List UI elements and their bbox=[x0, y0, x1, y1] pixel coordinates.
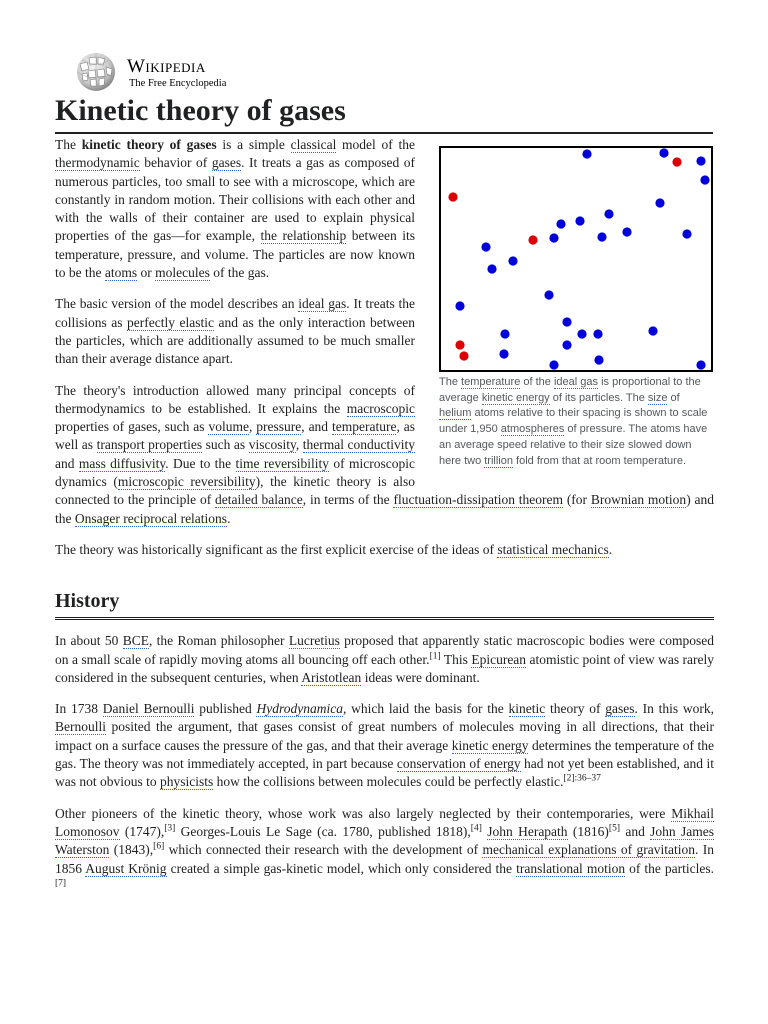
text: proposed that apparently static macroscopic bodies were composed on a small scale of rapidly moving atoms all bouncing off each other. bbox=[55, 633, 714, 667]
text: ideas were dominant. bbox=[361, 669, 480, 685]
link-pressure[interactable]: pressure bbox=[256, 419, 302, 435]
link-kinetic-energy[interactable]: kinetic energy bbox=[481, 391, 550, 404]
figure-caption bbox=[439, 375, 714, 469]
helium-atom bbox=[582, 149, 591, 158]
link-physicists[interactable]: physicists bbox=[160, 774, 214, 790]
infobox-figure bbox=[439, 146, 714, 469]
text: of microscopic dynamics ( bbox=[55, 455, 415, 490]
link-ideal-gas[interactable]: ideal gas bbox=[298, 296, 347, 312]
text: and bbox=[55, 455, 79, 471]
text: , bbox=[295, 437, 303, 453]
text: behavior of bbox=[139, 155, 212, 171]
text: . bbox=[608, 541, 613, 557]
link-kinetic-energy[interactable]: kinetic energy bbox=[451, 737, 529, 753]
text: The bbox=[55, 137, 82, 152]
text: . It treats the collisions as bbox=[55, 296, 416, 330]
gas-particles-animation[interactable] bbox=[439, 146, 713, 372]
text: In about 50 bbox=[55, 633, 123, 649]
text: In 1738 bbox=[55, 701, 103, 717]
helium-atom bbox=[682, 229, 691, 238]
helium-atom bbox=[700, 175, 709, 184]
link-mechanical-explanations-of-gravitation[interactable]: mechanical explanations of gravitation bbox=[482, 842, 696, 858]
helium-atom bbox=[655, 198, 664, 207]
helium-atom bbox=[622, 227, 631, 236]
text: . In 1856 bbox=[55, 842, 715, 876]
link-onsager-reciprocal-relations[interactable]: Onsager reciprocal relations bbox=[74, 510, 228, 526]
link-brownian-motion[interactable]: Brownian motion bbox=[590, 492, 687, 508]
helium-atom bbox=[593, 329, 602, 338]
article-body bbox=[55, 136, 714, 909]
text: theory of bbox=[545, 701, 606, 717]
text: had not yet been established, and it was not obvious to bbox=[55, 756, 714, 790]
link-hydrodynamica[interactable]: Hydrodynamica bbox=[256, 701, 343, 717]
text: which connected their research with the development of bbox=[164, 842, 483, 858]
link-atmospheres[interactable]: atmospheres bbox=[500, 423, 565, 436]
link-transport-properties[interactable]: transport properties bbox=[96, 437, 203, 453]
text: . Due to the bbox=[165, 455, 236, 471]
helium-atom bbox=[575, 216, 584, 225]
text: created a simple gas-kinetic model, which only considered the bbox=[166, 860, 517, 876]
text: model of the bbox=[336, 137, 416, 152]
citation-ref[interactable]: [3] bbox=[164, 823, 176, 834]
helium-atom bbox=[659, 148, 668, 157]
intro-paragraph-4 bbox=[55, 541, 714, 559]
link-volume[interactable]: volume bbox=[208, 419, 249, 435]
caption-text: of the bbox=[520, 376, 554, 388]
link-epicurean[interactable]: Epicurean bbox=[471, 651, 527, 667]
text: posited the argument, that gases consist of great numbers of molecules moving in all directions, that their impact on a surface causes the pressure of the gas, and that their average bbox=[55, 719, 714, 753]
caption-text: of bbox=[667, 391, 680, 404]
text: . It treats a gas as composed of numerous particles, too small to see with a microscope, which are constantly in random motion. Their collisions with each other and with the walls of their container are used to explain physical properties of the gas—for example, bbox=[55, 155, 415, 244]
helium-atom bbox=[499, 349, 508, 358]
text: ), the kinetic theory is also connected to the principle of bbox=[55, 474, 415, 508]
page-title: Kinetic theory of gases bbox=[55, 92, 713, 134]
text: atomistic point of view was rarely considered in the subsequent centuries, when bbox=[55, 651, 715, 685]
helium-atom bbox=[562, 317, 571, 326]
link-aristotlean[interactable]: Aristotlean bbox=[301, 669, 362, 685]
link-macroscopic[interactable]: macroscopic bbox=[346, 400, 415, 416]
helium-atom bbox=[696, 360, 705, 369]
helium-atom bbox=[549, 233, 558, 242]
citation-ref[interactable]: [6] bbox=[153, 841, 165, 852]
text: , in terms of the bbox=[302, 492, 394, 508]
text: ) and the bbox=[55, 492, 714, 526]
helium-atom bbox=[487, 264, 496, 273]
link-gases[interactable]: gases bbox=[605, 701, 635, 717]
text: . In this work, bbox=[634, 701, 715, 717]
text: (1747), bbox=[119, 823, 165, 839]
text: and bbox=[619, 823, 651, 839]
link-fluctuation-dissipation-theorem[interactable]: fluctuation-dissipation theorem bbox=[393, 492, 563, 508]
caption-text: of its particles. The bbox=[549, 391, 648, 404]
helium-atom bbox=[481, 242, 490, 251]
link-time-reversibility[interactable]: time reversibility bbox=[235, 455, 330, 471]
link-kinetic[interactable]: kinetic bbox=[508, 701, 546, 717]
helium-atom bbox=[549, 360, 558, 369]
highlighted-atom bbox=[455, 340, 464, 349]
text: , and bbox=[301, 419, 332, 435]
helium-atom bbox=[648, 326, 657, 335]
text: This bbox=[440, 651, 472, 667]
citation-ref[interactable]: [2]:36–37 bbox=[563, 773, 601, 784]
helium-atom bbox=[455, 301, 464, 310]
link-john-herapath[interactable]: John Herapath bbox=[487, 823, 568, 839]
text: of the gas. bbox=[209, 265, 270, 281]
link-detailed-balance[interactable]: detailed balance bbox=[215, 492, 303, 508]
link-lucretius[interactable]: Lucretius bbox=[288, 633, 340, 649]
helium-atom bbox=[604, 209, 613, 218]
wikipedia-logo[interactable] bbox=[72, 52, 272, 92]
link-perfectly-elastic[interactable]: perfectly elastic bbox=[127, 314, 214, 330]
helium-atom bbox=[508, 256, 517, 265]
link-helium[interactable]: helium bbox=[439, 407, 472, 420]
link-john-james-waterston[interactable]: John James Waterston bbox=[55, 823, 715, 858]
text: (1843), bbox=[109, 842, 154, 858]
link-august-kronig[interactable]: August Krönig bbox=[85, 860, 167, 876]
text: , bbox=[248, 419, 257, 435]
caption-text: fold from that at room temperature. bbox=[512, 454, 687, 467]
citation-ref[interactable]: [1] bbox=[429, 651, 441, 662]
citation-ref[interactable]: [5] bbox=[608, 823, 620, 834]
caption-text: The bbox=[439, 376, 462, 388]
highlighted-atom bbox=[448, 192, 457, 201]
link-bernoulli[interactable]: Bernoulli bbox=[55, 719, 106, 735]
text: (for bbox=[563, 492, 591, 508]
history-paragraph-2 bbox=[55, 700, 714, 791]
caption-text: atoms relative to their spacing is shown to scale under 1,950 bbox=[439, 407, 708, 436]
helium-atom bbox=[500, 329, 509, 338]
history-paragraph-3 bbox=[55, 805, 714, 896]
link-microscopic-reversibility[interactable]: microscopic reversibility bbox=[117, 474, 256, 490]
text: such as bbox=[202, 437, 249, 453]
helium-atom bbox=[696, 156, 705, 165]
text: or bbox=[137, 265, 156, 281]
caption-text: is proportional to the average bbox=[439, 376, 701, 404]
helium-atom bbox=[556, 219, 565, 228]
text: determines the temperature of the gas. The theory was not immediately accepted, in part because bbox=[55, 737, 714, 772]
text: and as the only interaction between the particles, which are additionally assumed to be much smaller than their average distance apart. bbox=[55, 314, 416, 367]
text: is a simple bbox=[216, 137, 291, 152]
link-viscosity[interactable]: viscosity bbox=[248, 437, 296, 453]
text: . bbox=[227, 510, 231, 526]
link-conservation-of-energy[interactable]: conservation of energy bbox=[396, 756, 521, 772]
text: properties of gases, such as bbox=[55, 419, 209, 435]
text: , as well as bbox=[55, 419, 415, 453]
text: published bbox=[194, 701, 257, 717]
link-temperature[interactable]: temperature bbox=[461, 376, 521, 388]
helium-atom bbox=[594, 355, 603, 364]
link-trillion[interactable]: trillion bbox=[484, 454, 513, 467]
text: , the Roman philosopher bbox=[148, 633, 289, 649]
text: The theory was historically significant as the first explicit exercise of the ideas of bbox=[55, 541, 498, 557]
text: of the particles. bbox=[625, 860, 715, 876]
highlighted-atom bbox=[459, 351, 468, 360]
text: (1816) bbox=[567, 823, 609, 839]
helium-atom bbox=[577, 329, 586, 338]
history-paragraph-1 bbox=[55, 632, 714, 687]
text: between its temperature, pressure, and volume. The particles are now known to be the bbox=[55, 228, 416, 281]
text: The basic version of the model describes an bbox=[55, 296, 299, 312]
wikipedia-globe-icon bbox=[72, 52, 122, 92]
link-translational-motion[interactable]: translational motion bbox=[516, 860, 626, 876]
wikipedia-tagline: The Free Encyclopedia bbox=[129, 78, 227, 89]
link-temperature[interactable]: temperature bbox=[331, 419, 397, 435]
helium-atom bbox=[544, 290, 553, 299]
text: , which laid the basis for the bbox=[342, 701, 509, 717]
text: how the collisions between molecules could be perfectly elastic. bbox=[213, 774, 564, 790]
bold-term: kinetic theory of gases bbox=[81, 137, 217, 152]
link-statistical-mechanics[interactable]: statistical mechanics bbox=[497, 541, 609, 557]
link-gases[interactable]: gases bbox=[211, 155, 242, 171]
caption-text: of pressure. The atoms have an average speed relative to their size slowed down here two bbox=[439, 423, 708, 467]
text: Georges-Louis Le Sage (ca. 1780, published 1818), bbox=[175, 823, 471, 839]
link-molecules[interactable]: molecules bbox=[155, 265, 210, 281]
link-mass-diffusivity[interactable]: mass diffusivity bbox=[78, 455, 166, 471]
link-bce[interactable]: BCE bbox=[122, 633, 149, 649]
link-daniel-bernoulli[interactable]: Daniel Bernoulli bbox=[102, 701, 195, 717]
highlighted-atom bbox=[672, 157, 681, 166]
citation-ref[interactable]: [4] bbox=[470, 823, 482, 834]
section-heading-history: History bbox=[55, 589, 714, 620]
link-size[interactable]: size bbox=[647, 391, 668, 404]
link-classical[interactable]: classical bbox=[290, 137, 337, 152]
wikipedia-wordmark: Wikipedia bbox=[127, 56, 206, 77]
link-the-relationship[interactable]: the relationship bbox=[260, 228, 347, 244]
citation-ref[interactable]: [7] bbox=[55, 878, 67, 889]
link-mikhail-lomonosov[interactable]: Mikhail Lomonosov bbox=[55, 805, 714, 839]
link-thermal-conductivity[interactable]: thermal conductivity bbox=[302, 437, 416, 453]
highlighted-atom bbox=[528, 235, 537, 244]
link-ideal-gas[interactable]: ideal gas bbox=[553, 376, 599, 388]
helium-atom bbox=[597, 232, 606, 241]
text: Other pioneers of the kinetic theory, whose work was also largely neglected by their contemporaries, were bbox=[55, 805, 672, 821]
helium-atom bbox=[562, 340, 571, 349]
link-thermodynamic[interactable]: thermodynamic bbox=[55, 155, 140, 171]
text: The theory's introduction allowed many principal concepts of thermodynamics to be established. It explains the bbox=[55, 382, 415, 416]
link-atoms[interactable]: atoms bbox=[104, 265, 138, 281]
